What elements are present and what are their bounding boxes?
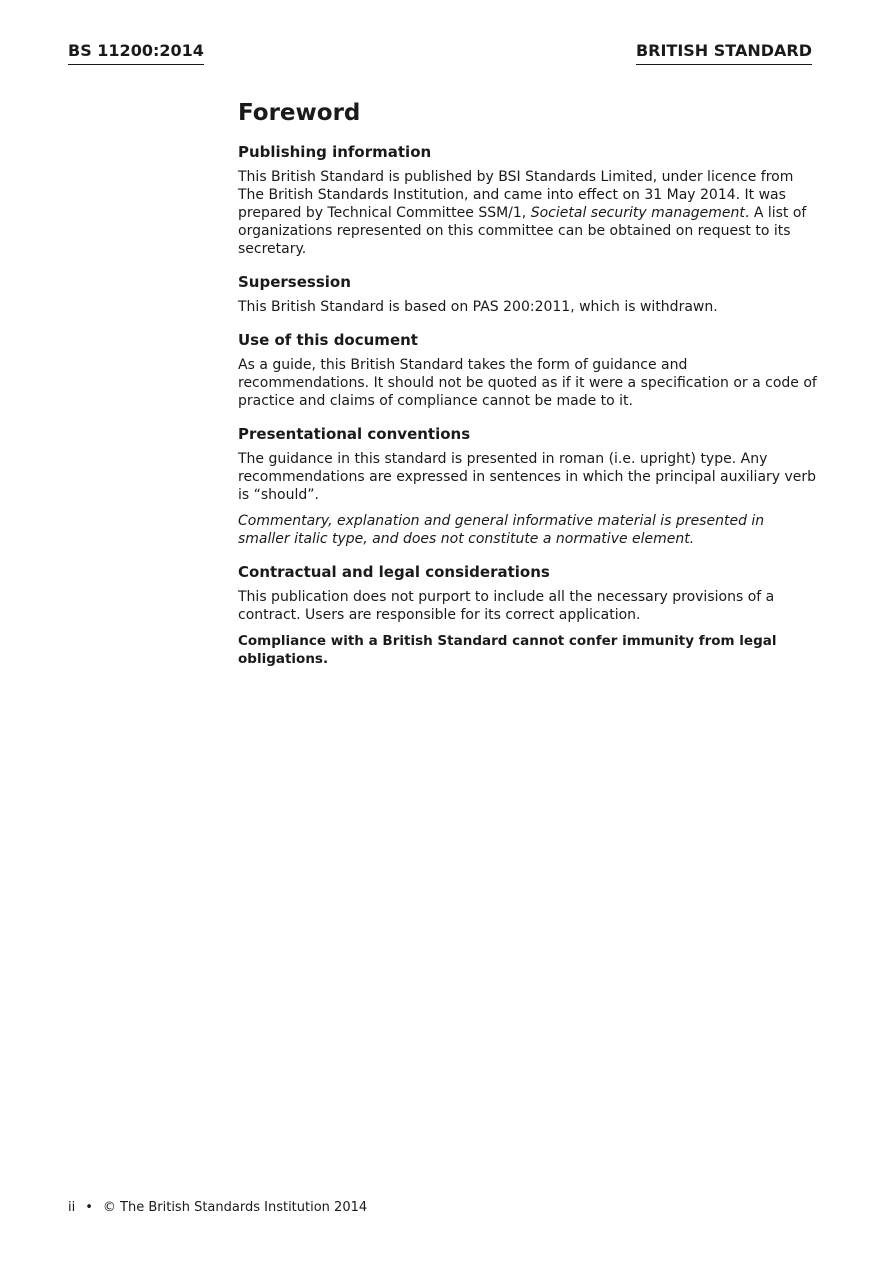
bullet-separator: • <box>85 1200 93 1215</box>
heading-contractual-legal: Contractual and legal considerations <box>238 563 550 581</box>
supersession-paragraph: This British Standard is based on PAS 200:2011, which is withdrawn. <box>238 299 718 315</box>
heading-publishing-information: Publishing information <box>238 143 432 161</box>
heading-presentational-conventions: Presentational conventions <box>238 425 471 443</box>
page-footer <box>68 1199 367 1217</box>
heading-use-of-document: Use of this document <box>238 331 418 349</box>
document-code: BS 11200:2014 <box>68 41 204 65</box>
compliance-paragraph: Compliance with a British Standard cannot confer immunity from legal obligations. <box>238 633 777 667</box>
publishing-text-start: This British Standard is published by BSI Standards Limited, under licence from The British Standards Institution, and came into effect on 31 May 2014. It was prepared by Technical Committee SSM/1, <box>238 169 794 221</box>
copyright-notice: © The British Standards Institution 2014 <box>102 1200 368 1215</box>
commentary-paragraph: Commentary, explanation and general informative material is presented in smaller italic type, and does not constitute a normative element. <box>238 513 765 547</box>
contractual-paragraph: This publication does not purport to include all the necessary provisions of a contract. Users are responsible for its correct application. <box>238 589 775 623</box>
publishing-paragraph <box>238 168 818 258</box>
document-type: BRITISH STANDARD <box>636 41 812 65</box>
page-number: ii <box>68 1200 76 1215</box>
page-title: Foreword <box>238 100 361 126</box>
publishing-text-end: . A list of organizations represented on this committee can be obtained on request to its secretary. <box>238 205 807 257</box>
presentational-paragraph: The guidance in this standard is presented in roman (i.e. upright) type. Any recommendations are expressed in sentences in which the principal auxiliary verb is “should”. <box>238 451 817 503</box>
use-paragraph: As a guide, this British Standard takes the form of guidance and recommendations. It should not be quoted as if it were a specification or a code of practice and claims of compliance cannot be made to it. <box>238 357 817 409</box>
heading-supersession: Supersession <box>238 273 351 291</box>
foreword-content <box>238 98 818 682</box>
committee-name: Societal security management <box>530 205 745 221</box>
